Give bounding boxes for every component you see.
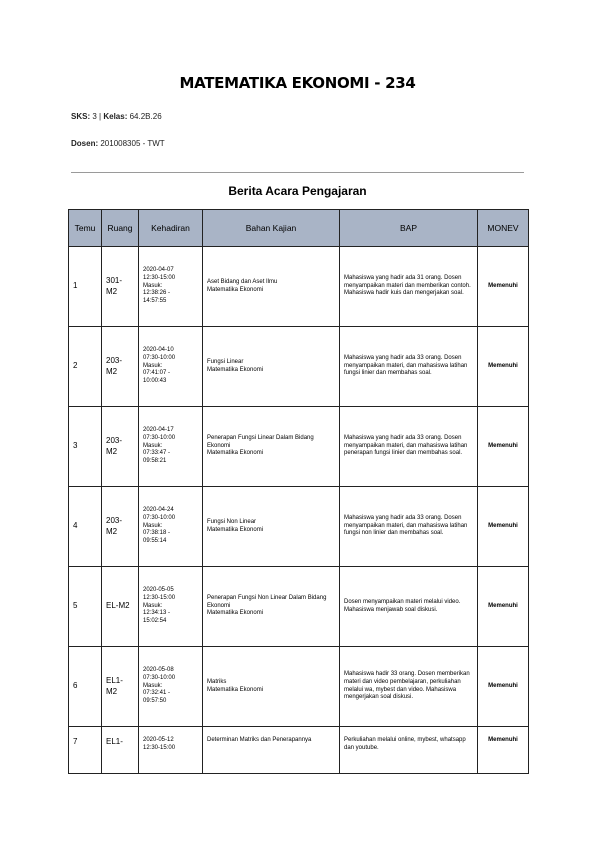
cell-bap: Mahasiswa yang hadir ada 33 orang. Dosen menyampaikan materi, dan mahasiswa latihan penerapan fungsi linier dan membahas soal. — [340, 407, 478, 487]
cell-kehadiran: 2020-05-05 12:30-15:00 Masuk: 12:34:13 - 15:02:54 — [139, 567, 203, 647]
header-ruang: Ruang — [102, 210, 139, 247]
cell-temu: 6 — [69, 647, 102, 727]
cell-bahan-kajian: Fungsi Non Linear Matematika Ekonomi — [203, 487, 340, 567]
cell-monev: Memenuhi — [478, 247, 529, 327]
dosen-value: 201008305 - TWT — [100, 139, 165, 148]
cell-ruang: 203- M2 — [102, 407, 139, 487]
course-meta-sks-kelas — [71, 112, 162, 121]
table-row — [69, 647, 529, 727]
cell-bap: Mahasiswa yang hadir ada 33 orang. Dosen menyampaikan materi, dan mahasiswa latihan fungsi linier dan membahas soal. — [340, 327, 478, 407]
cell-bap: Perkuliahan melalui online, mybest, whatsapp dan youtube. — [340, 727, 478, 774]
table-header-row — [69, 210, 529, 247]
kelas-label: Kelas: — [103, 112, 128, 121]
cell-temu: 3 — [69, 407, 102, 487]
cell-bap: Mahasiswa hadir 33 orang. Dosen memberikan materi dan video pembelajaran, perkuliahan melalui wa, mybest dan video. Mahasiswa mengerjakan soal diskusi. — [340, 647, 478, 727]
cell-ruang: EL1- M2 — [102, 647, 139, 727]
table-row — [69, 407, 529, 487]
table-row — [69, 487, 529, 567]
cell-monev: Memenuhi — [478, 487, 529, 567]
cell-monev: Memenuhi — [478, 727, 529, 774]
header-kehadiran: Kehadiran — [139, 210, 203, 247]
cell-kehadiran: 2020-04-24 07:30-10:00 Masuk: 07:38:18 - 09:55:14 — [139, 487, 203, 567]
sks-value: 3 — [92, 112, 97, 121]
course-meta-dosen — [71, 139, 165, 148]
cell-bap: Mahasiswa yang hadir ada 33 orang. Dosen menyampaikan materi, dan mahasiswa latihan fungsi non linier dan membahas soal. — [340, 487, 478, 567]
cell-monev: Memenuhi — [478, 407, 529, 487]
cell-ruang: 203- M2 — [102, 487, 139, 567]
table-row — [69, 327, 529, 407]
header-monev: MONEV — [478, 210, 529, 247]
cell-bahan-kajian: Matriks Matematika Ekonomi — [203, 647, 340, 727]
meta-separator: | — [99, 112, 102, 121]
cell-kehadiran: 2020-04-07 12:30-15:00 Masuk: 12:38:26 - 14:57:55 — [139, 247, 203, 327]
cell-bahan-kajian: Penerapan Fungsi Non Linear Dalam Bidang Ekonomi Matematika Ekonomi — [203, 567, 340, 647]
kelas-value: 64.2B.26 — [129, 112, 162, 121]
cell-kehadiran: 2020-04-17 07:30-10:00 Masuk: 07:33:47 - 09:58:21 — [139, 407, 203, 487]
table-row — [69, 727, 529, 774]
header-bahan-kajian: Bahan Kajian — [203, 210, 340, 247]
cell-ruang: EL1- — [102, 727, 139, 774]
cell-monev: Memenuhi — [478, 327, 529, 407]
cell-bap: Dosen menyampaikan materi melalui video. Mahasiswa menjawab soal diskusi. — [340, 567, 478, 647]
cell-temu: 2 — [69, 327, 102, 407]
cell-temu: 7 — [69, 727, 102, 774]
cell-bahan-kajian: Determinan Matriks dan Penerapannya — [203, 727, 340, 774]
header-temu: Temu — [69, 210, 102, 247]
course-title: MATEMATIKA EKONOMI - 234 — [179, 74, 416, 92]
bap-table — [68, 209, 529, 774]
cell-monev: Memenuhi — [478, 647, 529, 727]
dosen-label: Dosen: — [71, 139, 99, 148]
cell-ruang: 203- M2 — [102, 327, 139, 407]
header-bap: BAP — [340, 210, 478, 247]
cell-kehadiran: 2020-05-12 12:30-15:00 — [139, 727, 203, 774]
cell-bap: Mahasiswa yang hadir ada 31 orang. Dosen menyampaikan materi dan memberikan contoh. Mahasiswa hadir kuis dan mengerjakan soal. — [340, 247, 478, 327]
cell-ruang: EL-M2 — [102, 567, 139, 647]
section-title: Berita Acara Pengajaran — [228, 184, 367, 198]
header-divider — [71, 172, 524, 173]
sks-label: SKS: — [71, 112, 91, 121]
cell-kehadiran: 2020-05-08 07:30-10:00 Masuk: 07:32:41 - 09:57:50 — [139, 647, 203, 727]
cell-ruang: 301- M2 — [102, 247, 139, 327]
table-row — [69, 567, 529, 647]
cell-bahan-kajian: Penerapan Fungsi Linear Dalam Bidang Ekonomi Matematika Ekonomi — [203, 407, 340, 487]
cell-kehadiran: 2020-04-10 07:30-10:00 Masuk: 07:41:07 - 10:00:43 — [139, 327, 203, 407]
cell-monev: Memenuhi — [478, 567, 529, 647]
cell-bahan-kajian: Aset Bidang dan Aset Ilmu Matematika Ekonomi — [203, 247, 340, 327]
cell-temu: 4 — [69, 487, 102, 567]
table-row — [69, 247, 529, 327]
cell-bahan-kajian: Fungsi Linear Matematika Ekonomi — [203, 327, 340, 407]
cell-temu: 5 — [69, 567, 102, 647]
cell-temu: 1 — [69, 247, 102, 327]
